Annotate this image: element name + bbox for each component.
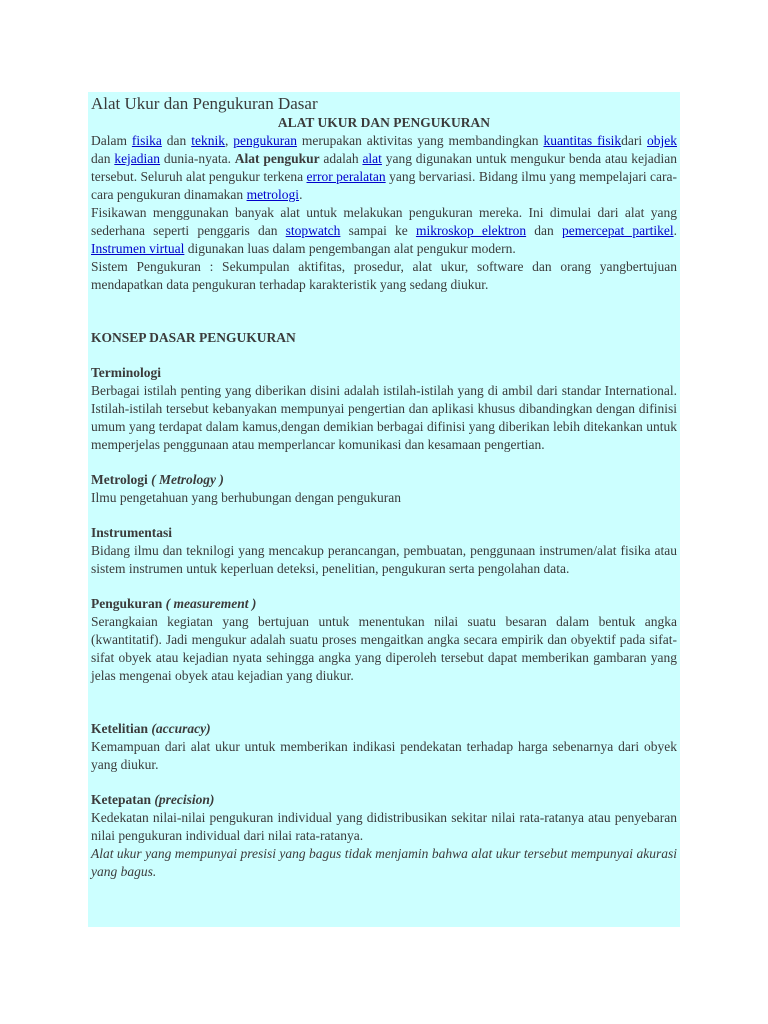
terminologi-heading: Terminologi: [91, 365, 162, 380]
link-error-peralatan[interactable]: error peralatan: [306, 169, 386, 184]
instrumentasi-heading: Instrumentasi: [91, 525, 173, 540]
instrumentasi-body: Bidang ilmu dan teknilogi yang mencakup perancangan, pembuatan, penggunaan instrumen/alat fisika atau sistem instrumen untuk keperluan deteksi, penelitian, pengukuran serta pengolahan data.: [91, 543, 677, 576]
heading-text: Pengukuran: [91, 596, 163, 611]
metrologi-heading: [91, 471, 677, 489]
link-pemercepat-partikel[interactable]: pemercepat partikel: [561, 223, 674, 238]
text: Dalam: [91, 133, 132, 148]
link-stopwatch[interactable]: stopwatch: [285, 223, 341, 238]
text: yang digunakan untuk mengukur benda atau kejadian tersebut. Seluruh alat pengukur terkena: [91, 151, 677, 184]
link-teknik[interactable]: teknik: [191, 133, 225, 148]
spacer: [91, 685, 677, 720]
link-fisika[interactable]: fisika: [131, 133, 162, 148]
intro-paragraph-3: Sistem Pengukuran : Sekumpulan aktifitas, prosedur, alat ukur, software dan orang yangbertujuan mendapatkan data pengukuran terhadap karakteristik yang sedang diukur.: [91, 259, 677, 292]
heading-english: (accuracy): [148, 721, 211, 736]
text: digunakan luas dalam pengembangan alat pengukur modern.: [184, 241, 516, 256]
main-heading: ALAT UKUR DAN PENGUKURAN: [277, 115, 491, 130]
bold-alat-pengukur: Alat pengukur: [234, 151, 320, 166]
text: dan: [91, 151, 115, 166]
heading-english: ( Metrology ): [147, 472, 224, 487]
ketelitian-heading: [91, 720, 677, 738]
intro-paragraph-2: [91, 204, 677, 258]
text: dunia-nyata.: [160, 151, 235, 166]
text: sampai ke: [340, 223, 416, 238]
text: .: [673, 223, 677, 238]
text: adalah: [319, 151, 363, 166]
heading-english: ( measurement ): [162, 596, 257, 611]
intro-paragraph-1: [91, 132, 677, 204]
ketepatan-heading: [91, 791, 677, 809]
ketelitian-body: Kemampuan dari alat ukur untuk memberikan indikasi pendekatan terhadap harga sebenarnya dari obyek yang diukur.: [91, 739, 677, 772]
text: dari: [621, 133, 647, 148]
link-pengukuran[interactable]: pengukuran: [233, 133, 297, 148]
ketepatan-note: Alat ukur yang mempunyai presisi yang bagus tidak menjamin bahwa alat ukur tersebut mempunyai akurasi yang bagus.: [91, 846, 677, 879]
link-mikroskop-elektron[interactable]: mikroskop elektron: [415, 223, 527, 238]
heading-text: Ketelitian: [91, 721, 148, 736]
spacer: [91, 774, 677, 791]
ketepatan-body: Kedekatan nilai-nilai pengukuran individual yang didistribusikan sekitar nilai rata-ratanya atau penyebaran nilai pengukuran individual dari nilai rata-ratanya.: [91, 810, 677, 843]
spacer: [91, 347, 677, 364]
terminologi-body: Berbagai istilah penting yang diberikan disini adalah istilah-istilah yang di ambil dari standar International. Istilah-istilah tersebut kebanyakan mempunyai pengertian dan aplikasi khusus dibandingkan dengan difinisi umum yang terdapat dalam kamus,dengan demikian berbagai difinisi yang diberikan lebih ditekankan untuk memperjelas penggunaan atau memperlancar komunikasi dan kesamaan pengertian.: [91, 383, 677, 452]
link-metrologi[interactable]: metrologi: [246, 187, 300, 202]
text: dan: [526, 223, 562, 238]
link-objek[interactable]: objek: [647, 133, 677, 148]
pengukuran-heading: [91, 595, 677, 613]
heading-english: (precision): [151, 792, 215, 807]
text: .: [299, 187, 303, 202]
text: ,: [224, 133, 234, 148]
spacer: [91, 454, 677, 471]
text: Fisikawan menggunakan banyak alat untuk melakukan pengukuran mereka. Ini dimulai dari alat yang sederhana seperti penggaris dan: [91, 205, 677, 238]
link-instrumen-virtual[interactable]: Instrumen virtual: [91, 241, 185, 256]
spacer: [91, 507, 677, 524]
link-kejadian[interactable]: kejadian: [114, 151, 161, 166]
metrologi-body: Ilmu pengetahuan yang berhubungan dengan pengukuran: [91, 490, 402, 505]
heading-text: Metrologi: [91, 472, 148, 487]
document-title: Alat Ukur dan Pengukuran Dasar: [91, 94, 318, 113]
link-alat[interactable]: alat: [362, 151, 382, 166]
pengukuran-body: Serangkaian kegiatan yang bertujuan untuk menentukan nilai suatu besaran dalam bentuk angka (kwantitatif). Jadi mengukur adalah suatu proses mengaitkan angka secara empirik dan obyektif pada sifat-sifat obyek atau kejadian nyata sehingga angka yang diperoleh tersebut dapat memberikan gambaran yang jelas mengenai obyek atau kejadian yang diukur.: [91, 614, 677, 683]
heading-text: Ketepatan: [91, 792, 151, 807]
text: merupakan aktivitas yang membandingkan: [296, 133, 544, 148]
document-page: [88, 92, 680, 927]
spacer: [91, 294, 677, 329]
text: yang bervariasi. Bidang ilmu yang mempelajari cara-cara pengukuran dinamakan: [91, 169, 678, 202]
spacer: [91, 578, 677, 595]
link-kuantitas-fisik[interactable]: kuantitas fisik: [543, 133, 622, 148]
text: dan: [161, 133, 192, 148]
konsep-heading: KONSEP DASAR PENGUKURAN: [91, 330, 296, 345]
